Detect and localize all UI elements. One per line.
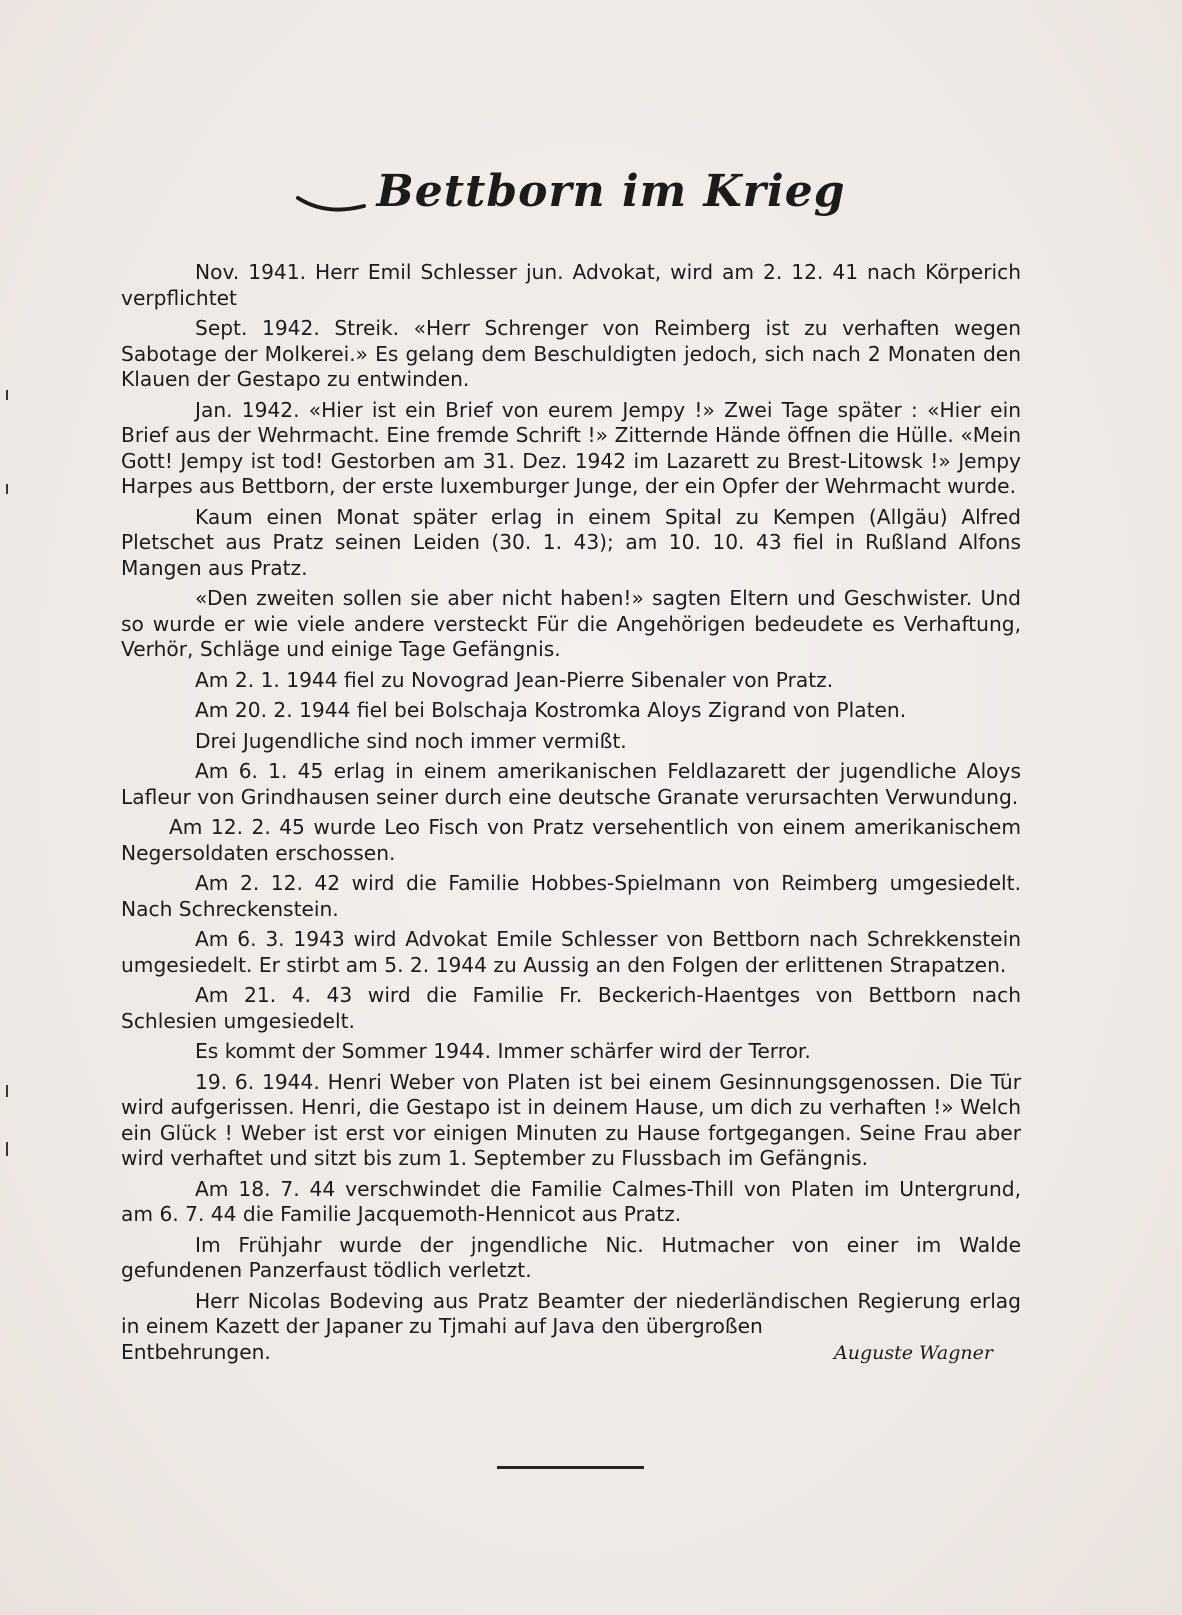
page-title: Bettborn im Krieg	[376, 166, 846, 217]
author-signature: Auguste Wagner	[834, 1341, 993, 1364]
final-paragraph: Herr Nicolas Bodeving aus Pratz Beamter der niederländischen Regierung erlag in einem Kazett der Japaner zu Tjmahi auf Java den übergroßen	[121, 1288, 1021, 1338]
paragraph: Kaum einen Monat später erlag in einem Spital zu Kempen (Allgäu) Alfred Pletschet aus Pratz seinen Leiden (30. 1. 43); am 10. 10. 43 fiel in Rußland Alfons Mangen aus Pratz.	[121, 504, 1021, 580]
end-rule-divider	[497, 1466, 644, 1469]
article-body	[121, 260, 1021, 1366]
paragraph: «Den zweiten sollen sie aber nicht haben!» sagten Eltern und Geschwister. Und so wurde er wie viele andere versteckt Für die Angehörigen bedeudete es Verhaftung, Verhör, Schläge und einige Tage Gefängnis.	[121, 586, 1021, 661]
paragraph: Drei Jugendliche sind noch immer vermißt.	[195, 728, 627, 753]
paragraph: Am 6. 1. 45 erlag in einem amerikanischen Feldlazarett der jugendliche Aloys Lafleur von Grindhausen seiner durch eine deutsche Granate verursachten Verwundung.	[121, 759, 1021, 809]
final-word: Entbehrungen.	[121, 1339, 271, 1364]
paragraph: Am 12. 2. 45 wurde Leo Fisch von Pratz versehentlich von einem amerikanischem Negersoldaten erschossen.	[121, 815, 1021, 865]
paragraph: Sept. 1942. Streik. «Herr Schrenger von Reimberg ist zu verhaften wegen Sabotage der Molkerei.» Es gelang dem Beschuldigten jedoch, sich nach 2 Monaten den Klauen der Gestapo zu entwinden.	[121, 316, 1021, 391]
paragraph: Am 6. 3. 1943 wird Advokat Emile Schlesser von Bettborn nach Schrekkenstein umgesiedelt. Er stirbt am 5. 2. 1944 zu Aussig an den Folgen der erlittenen Strapatzen.	[121, 927, 1021, 977]
paragraph: Am 2. 1. 1944 fiel zu Novograd Jean-Pierre Sibenaler von Pratz.	[195, 667, 834, 692]
paragraph: Am 2. 12. 42 wird die Familie Hobbes-Spielmann von Reimberg umgesiedelt. Nach Schreckenstein.	[121, 871, 1021, 921]
margin-mark	[6, 484, 8, 494]
title-block	[0, 148, 1182, 238]
paragraph: Im Frühjahr wurde der jngendliche Nic. Hutmacher von einer im Walde gefundenen Panzerfaust tödlich verletzt.	[121, 1232, 1021, 1282]
paragraph: Nov. 1941. Herr Emil Schlesser jun. Advokat, wird am 2. 12. 41 nach Körperich verpflichtet	[121, 260, 1021, 310]
paragraph: Am 20. 2. 1944 fiel bei Bolschaja Kostromka Aloys Zigrand von Platen.	[195, 698, 907, 722]
margin-mark	[6, 1142, 8, 1156]
paragraph: Am 18. 7. 44 verschwindet die Familie Calmes-Thill von Platen im Untergrund, am 6. 7. 44 die Familie Jacquemoth-Hennicot aus Pratz.	[121, 1176, 1021, 1226]
title-swash-ornament	[296, 194, 366, 214]
paragraph: Am 21. 4. 43 wird die Familie Fr. Beckerich-Haentges von Bettborn nach Schlesien umgesiedelt.	[121, 983, 1021, 1033]
margin-mark	[6, 1085, 8, 1097]
margin-mark	[6, 390, 8, 400]
paragraph: Es kommt der Sommer 1944. Immer schärfer wird der Terror.	[195, 1039, 811, 1063]
paragraph: 19. 6. 1944. Henri Weber von Platen ist bei einem Gesinnungsgenossen. Die Tür wird aufgerissen. Henri, die Gestapo ist in deinem Hause, um dich zu verhaften !» Welch ein Glück ! Weber ist erst vor einigen Minuten zu Hause fortgegangen. Seine Frau aber wird verhaftet und sitzt bis zum 1. September zu Flussbach im Gefängnis.	[121, 1069, 1021, 1170]
final-line	[121, 1340, 1021, 1367]
paragraph: Jan. 1942. «Hier ist ein Brief von eurem Jempy !» Zwei Tage später : «Hier ein Brief aus der Wehrmacht. Eine fremde Schrift !» Zitternde Hände öffnen die Hülle. «Mein Gott! Jempy ist tod! Gestorben am 31. Dez. 1942 im Lazarett zu Brest-Litowsk !» Jempy Harpes aus Bettborn, der erste luxemburger Junge, der ein Opfer der Wehrmacht wurde.	[121, 397, 1021, 498]
